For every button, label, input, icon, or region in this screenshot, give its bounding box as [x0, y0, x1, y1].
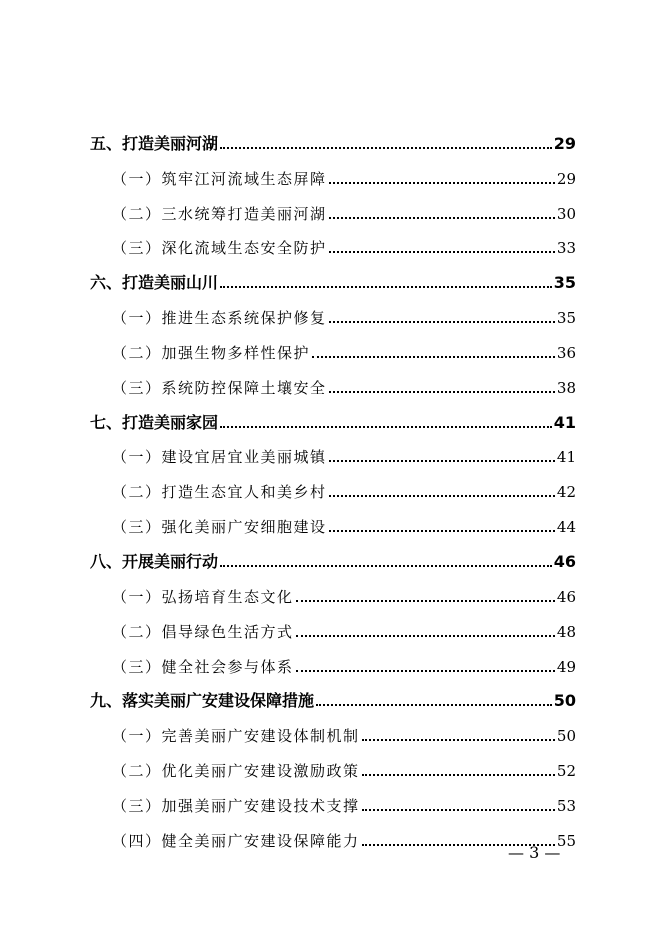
toc-leader-dots [362, 774, 555, 776]
toc-entry-page: 44 [556, 518, 576, 537]
toc-entry-page: 29 [556, 169, 576, 188]
toc-entry-page: 35 [556, 309, 576, 328]
toc-section-entry[interactable] [90, 814, 576, 849]
toc-section-entry[interactable] [90, 709, 576, 744]
toc-entry-title: （一）筑牢江河流域生态屏障 [112, 169, 327, 188]
toc-section-entry[interactable] [90, 326, 576, 361]
toc-section-entry[interactable] [90, 744, 576, 779]
toc-section-entry[interactable] [90, 465, 576, 500]
toc-entry-page: 29 [553, 133, 576, 153]
toc-chapter-entry[interactable] [90, 396, 576, 431]
toc-leader-dots [329, 182, 555, 184]
toc-leader-dots [220, 565, 552, 567]
toc-leader-dots [220, 426, 552, 428]
toc-entry-title: 六、打造美丽山川 [90, 273, 219, 293]
toc-entry-page: 30 [556, 204, 576, 223]
toc-entry-page: 52 [556, 762, 576, 781]
toc-chapter-entry[interactable] [90, 256, 576, 291]
toc-section-entry[interactable] [90, 500, 576, 535]
toc-entry-title: （一）推进生态系统保护修复 [112, 309, 327, 328]
toc-leader-dots [296, 635, 555, 637]
toc-section-entry[interactable] [90, 570, 576, 605]
toc-chapter-entry[interactable] [90, 675, 576, 710]
toc-leader-dots [329, 321, 555, 323]
toc-entry-page: 53 [556, 796, 576, 815]
toc-leader-dots [329, 495, 555, 497]
toc-entry-title: 八、开展美丽行动 [90, 551, 219, 571]
page-number: — 3 — [508, 843, 561, 862]
toc-entry-page: 42 [556, 483, 576, 502]
toc-section-entry[interactable] [90, 222, 576, 257]
toc-entry-page: 41 [553, 412, 576, 432]
toc-leader-dots [329, 460, 555, 462]
toc-leader-dots [329, 530, 555, 532]
toc-entry-title: （二）打造生态宜人和美乡村 [112, 483, 327, 502]
toc-leader-dots [329, 217, 555, 219]
toc-leader-dots [312, 356, 555, 358]
toc-entry-title: 七、打造美丽家园 [90, 412, 219, 432]
toc-entry-title: （四）健全美丽广安建设保障能力 [112, 831, 360, 850]
toc-entry-title: （三）系统防控保障土壤安全 [112, 378, 327, 397]
toc-entry-title: （二）加强生物多样性保护 [112, 343, 311, 362]
toc-entry-page: 48 [556, 622, 576, 641]
toc-section-entry[interactable] [90, 779, 576, 814]
toc-entry-title: （三）健全社会参与体系 [112, 657, 294, 676]
toc-leader-dots [329, 391, 555, 393]
toc-chapter-entry[interactable] [90, 117, 576, 152]
toc-section-entry[interactable] [90, 187, 576, 222]
toc-section-entry[interactable] [90, 152, 576, 187]
toc-entry-page: 46 [556, 587, 576, 606]
toc-section-entry[interactable] [90, 361, 576, 396]
toc-section-entry[interactable] [90, 431, 576, 466]
toc-entry-title: 五、打造美丽河湖 [90, 133, 219, 153]
toc-section-entry[interactable] [90, 605, 576, 640]
toc-entry-title: （三）强化美丽广安细胞建设 [112, 518, 327, 537]
toc-chapter-entry[interactable] [90, 535, 576, 570]
toc-entry-title: （二）三水统筹打造美丽河湖 [112, 204, 327, 223]
toc-leader-dots [220, 286, 552, 288]
toc-section-entry[interactable] [90, 640, 576, 675]
toc-entry-title: （一）弘扬培育生态文化 [112, 587, 294, 606]
toc-leader-dots [362, 809, 555, 811]
toc-entry-page: 38 [556, 378, 576, 397]
toc-leader-dots [220, 147, 552, 149]
toc-entry-title: （一）完善美丽广安建设体制机制 [112, 727, 360, 746]
toc-entry-page: 50 [553, 691, 576, 711]
toc-entry-title: 九、落实美丽广安建设保障措施 [90, 691, 315, 711]
table-of-contents [90, 117, 576, 849]
toc-leader-dots [296, 670, 555, 672]
toc-entry-page: 49 [556, 657, 576, 676]
toc-leader-dots [362, 739, 555, 741]
toc-entry-page: 41 [556, 448, 576, 467]
toc-leader-dots [296, 600, 555, 602]
toc-entry-page: 36 [556, 343, 576, 362]
toc-entry-page: 33 [556, 239, 576, 258]
toc-entry-title: （三）加强美丽广安建设技术支撑 [112, 796, 360, 815]
toc-entry-page: 50 [556, 727, 576, 746]
toc-entry-title: （二）倡导绿色生活方式 [112, 622, 294, 641]
toc-entry-title: （二）优化美丽广安建设激励政策 [112, 762, 360, 781]
toc-entry-page: 46 [553, 551, 576, 571]
toc-entry-title: （三）深化流域生态安全防护 [112, 239, 327, 258]
toc-entry-page: 55 [556, 831, 576, 850]
toc-entry-title: （一）建设宜居宜业美丽城镇 [112, 448, 327, 467]
toc-entry-page: 35 [553, 273, 576, 293]
toc-leader-dots [329, 251, 555, 253]
toc-leader-dots [316, 704, 552, 706]
toc-section-entry[interactable] [90, 291, 576, 326]
